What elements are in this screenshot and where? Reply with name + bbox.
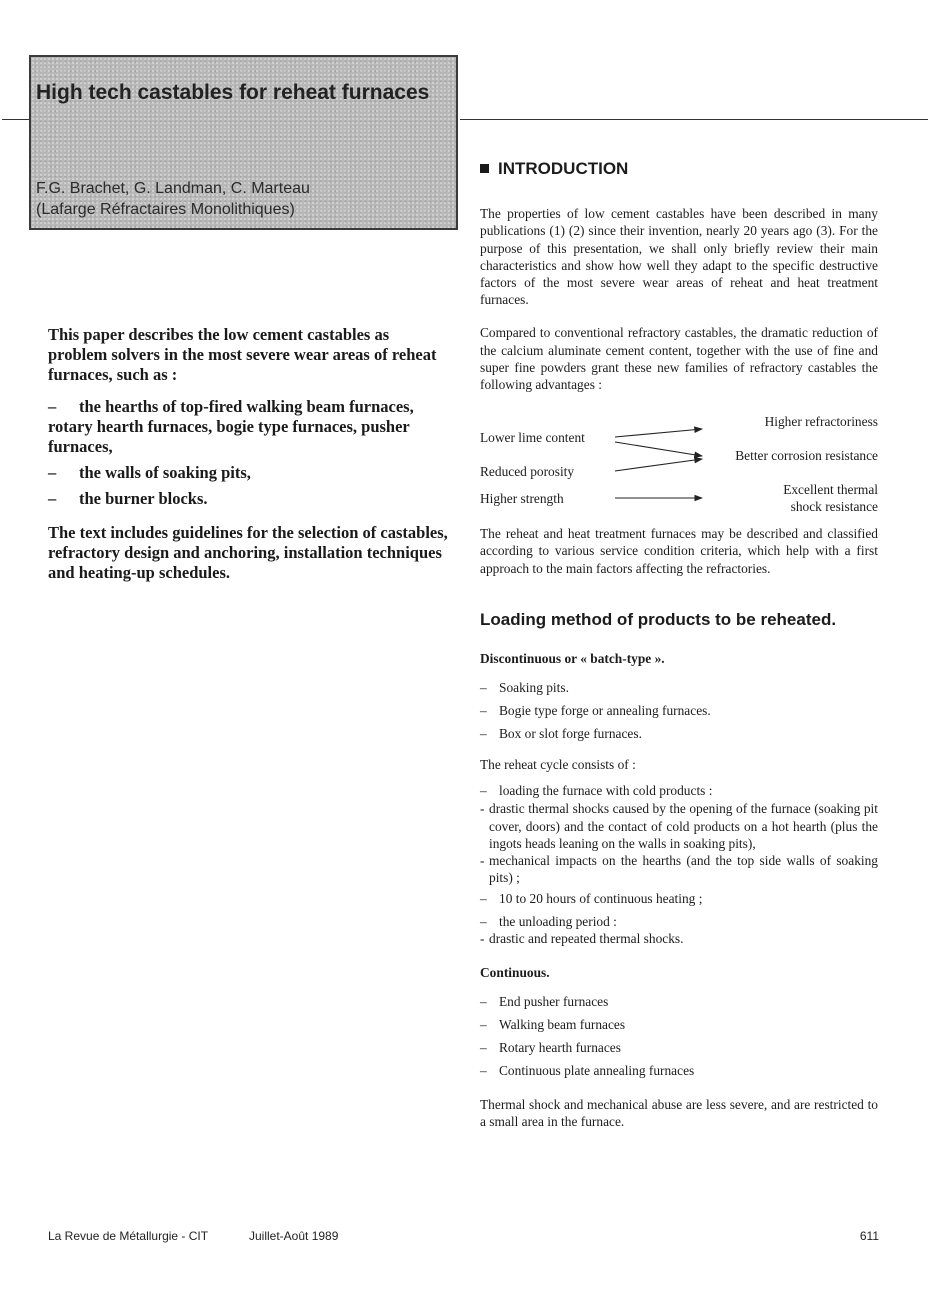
introduction-heading	[480, 160, 878, 177]
list-item	[480, 679, 878, 696]
header-rule-left	[2, 119, 32, 120]
cycle-subitem	[480, 852, 878, 886]
introduction-paragraph-2: Compared to conventional refractory castables, the dramatic reduction of the calcium aluminate cement content, together with the use of fine and super fine powders grant these new families of refractory castables the following advantages :	[480, 325, 878, 393]
cycle-item-text: the unloading period :	[499, 913, 617, 929]
dash-marker: –	[48, 397, 57, 416]
dash-marker: –	[480, 913, 487, 929]
list-item	[480, 725, 878, 742]
cycle-subitem-text: mechanical impacts on the hearths (and the top side walls of soaking pits) ;	[489, 853, 878, 886]
abstract-intro: This paper describes the low cement castables as problem solvers in the most severe wear areas of reheat furnaces, such as :	[48, 325, 437, 384]
list-item	[480, 1016, 878, 1033]
sub-marker: -	[480, 930, 485, 946]
introduction-paragraph-3: The reheat and heat treatment furnaces may be described and classified according to various service condition criteria, which help with a first approach to the main factors affecting the refractories.	[480, 526, 878, 576]
abstract-item	[48, 489, 448, 509]
list-item-text: Box or slot forge furnaces.	[499, 725, 642, 741]
issue-date: Juillet-Août 1989	[249, 1229, 339, 1243]
abstract-item	[48, 397, 448, 457]
cycle-item	[480, 782, 878, 799]
cycle-intro: The reheat cycle consists of :	[480, 757, 636, 773]
effect-shock-line2: shock resistance	[790, 499, 878, 515]
dash-marker: –	[480, 783, 487, 799]
dash-marker: –	[480, 1017, 487, 1033]
dash-marker: –	[480, 1062, 487, 1078]
cycle-item-text: loading the furnace with cold products :	[499, 783, 713, 799]
discontinuous-heading: Discontinuous or « batch-type ».	[480, 651, 665, 667]
effect-refractoriness: Higher refractoriness	[764, 414, 878, 430]
loading-heading: Loading method of products to be reheated.	[480, 609, 837, 629]
header-rule-right	[460, 119, 928, 120]
abstract-item-text: the walls of soaking pits,	[79, 463, 251, 482]
advantages-diagram	[480, 405, 878, 515]
list-item	[480, 993, 878, 1010]
cycle-list	[480, 782, 878, 947]
dash-marker: –	[480, 891, 487, 907]
journal-name: La Revue de Métallurgie - CIT	[48, 1229, 209, 1243]
abstract-item	[48, 463, 448, 483]
cause-strength: Higher strength	[480, 491, 564, 507]
dash-marker: –	[480, 1039, 487, 1055]
sub-marker: -	[480, 801, 485, 817]
abstract	[48, 325, 448, 583]
list-item	[480, 1062, 878, 1079]
effect-shock-line1: Excellent thermal	[783, 482, 878, 498]
continuous-heading: Continuous.	[480, 965, 550, 981]
continuous-list	[480, 993, 878, 1079]
list-item-text: Bogie type forge or annealing furnaces.	[499, 703, 711, 719]
list-item	[480, 702, 878, 719]
dash-marker: –	[480, 994, 487, 1010]
abstract-item-text: the hearths of top-fired walking beam furnaces, rotary hearth furnaces, bogie type furnaces, pusher furnaces,	[48, 397, 414, 456]
dash-marker: –	[480, 703, 487, 719]
square-bullet-icon	[480, 164, 489, 173]
cycle-subitem-text: drastic thermal shocks caused by the opening of the furnace (soaking pit cover, doors) and the contact of cold products on a hot hearth (plus the ingots heads leaning on the walls in soaking pits),	[489, 801, 878, 851]
authors-block	[36, 178, 436, 220]
cycle-item	[480, 913, 878, 930]
cycle-subitem	[480, 800, 878, 852]
cycle-subitem	[480, 930, 878, 947]
body-column	[480, 160, 878, 1130]
list-item-text: Soaking pits.	[499, 680, 569, 696]
list-item	[480, 1039, 878, 1056]
introduction-paragraph-1: The properties of low cement castables have been described in many publications (1) (2) since their invention, nearly 20 years ago (3). For the purpose of this presentation, we shall only briefly review their main characteristics and show how well they adapt to the specific destructive factors of the most severe wear areas of reheat and heat treatment furnaces.	[480, 206, 878, 308]
dash-marker: –	[48, 489, 57, 508]
arrow-lime-refractoriness	[615, 429, 702, 437]
dash-marker: –	[480, 725, 487, 741]
cause-porosity: Reduced porosity	[480, 464, 575, 480]
discontinuous-list	[480, 679, 878, 742]
cause-lime: Lower lime content	[480, 430, 585, 446]
list-item-text: Walking beam furnaces	[499, 1017, 626, 1033]
cycle-item	[480, 890, 878, 907]
arrow-porosity-corrosion	[615, 459, 702, 471]
paper-title: High tech castables for reheat furnaces	[36, 81, 430, 104]
sub-marker: -	[480, 853, 485, 869]
cycle-subitem-text: drastic and repeated thermal shocks.	[489, 930, 684, 946]
arrow-lime-corrosion	[615, 442, 702, 456]
dash-marker: –	[480, 680, 487, 696]
abstract-list	[48, 397, 448, 509]
cycle-item-text: 10 to 20 hours of continuous heating ;	[499, 891, 703, 907]
dash-marker: –	[48, 463, 57, 482]
authors-affiliation: (Lafarge Réfractaires Monolithiques)	[36, 201, 295, 218]
continuous-closing: Thermal shock and mechanical abuse are less severe, and are restricted to a small area in the furnace.	[480, 1096, 878, 1130]
abstract-closing: The text includes guidelines for the selection of castables, refractory design and anchoring, installation techniques and heating-up schedules.	[48, 523, 448, 582]
effect-corrosion: Better corrosion resistance	[735, 448, 878, 464]
authors-names: F.G. Brachet, G. Landman, C. Marteau	[36, 180, 310, 197]
abstract-item-text: the burner blocks.	[79, 489, 208, 508]
list-item-text: End pusher furnaces	[499, 994, 609, 1010]
page-number: 611	[859, 1229, 879, 1243]
list-item-text: Continuous plate annealing furnaces	[499, 1062, 695, 1078]
list-item-text: Rotary hearth furnaces	[499, 1039, 621, 1055]
introduction-heading-text: INTRODUCTION	[498, 159, 629, 178]
